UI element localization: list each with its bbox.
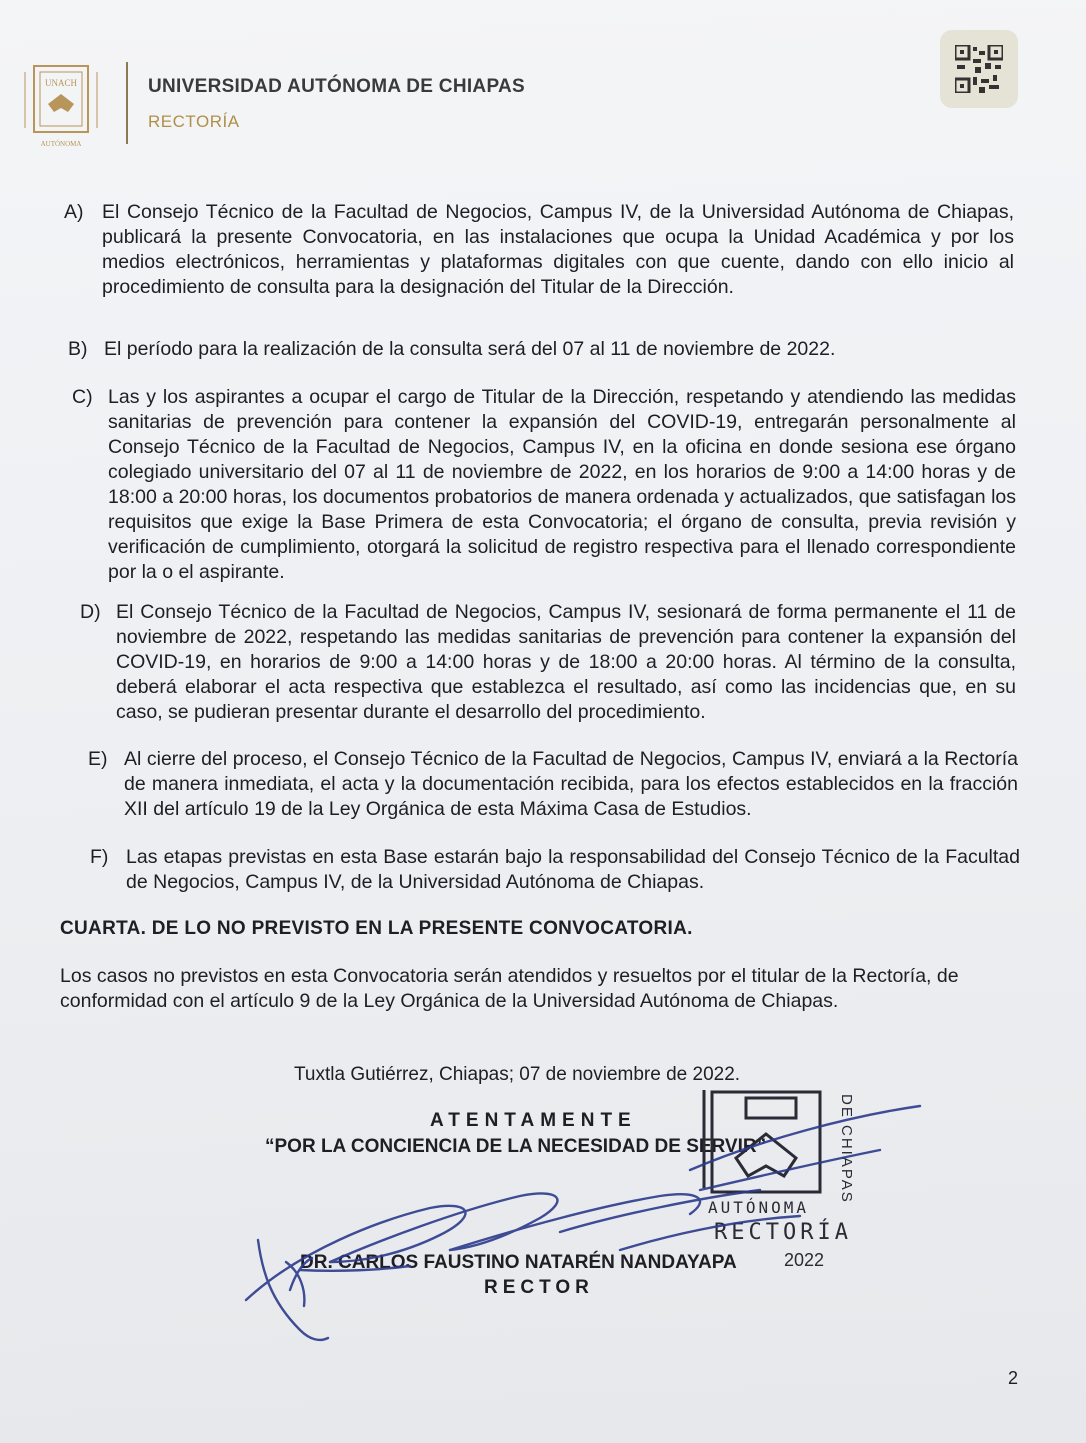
signer-title: RECTOR [484, 1277, 594, 1298]
list-item-f [90, 845, 1020, 895]
item-letter: D) [80, 601, 101, 623]
seal-rectoria-text: RECTORÍA [714, 1220, 852, 1245]
place-date: Tuxtla Gutiérrez, Chiapas; 07 de noviembre de 2022. [294, 1064, 741, 1085]
list-item-d [80, 600, 1016, 725]
item-letter: C) [72, 386, 93, 408]
item-letter: F) [90, 846, 109, 868]
item-letter: A) [64, 201, 84, 223]
seal-autonoma-text: AUTÓNOMA [708, 1198, 810, 1217]
section-heading: CUARTA. DE LO NO PREVISTO EN LA PRESENTE CONVOCATORIA. [60, 918, 693, 939]
svg-text:DE CHIAPAS: DE CHIAPAS [838, 1094, 855, 1204]
svg-text:AUTÓNOMA: AUTÓNOMA [40, 140, 82, 148]
item-text: Las etapas previstas en esta Base estarán bajo la responsabilidad del Consejo Técnico de la Facultad de Negocios, Campus IV, de la Universidad Autónoma de Chiapas. [126, 846, 1020, 893]
header-divider [126, 62, 128, 144]
list-item-e [88, 747, 1018, 822]
item-text: El período para la realización de la consulta será del 07 al 11 de noviembre de 2022. [104, 338, 836, 360]
qr-code-icon [955, 45, 1003, 93]
item-text: Al cierre del proceso, el Consejo Técnico de la Facultad de Negocios, Campus IV, enviará a la Rectoría de manera inmediata, el acta y la documentación recibida, para los efectos establecidos en la fracción XII del artículo 19 de la Ley Orgánica de esta Máxima Casa de Estudios. [124, 748, 1018, 820]
item-letter: E) [88, 748, 108, 770]
list-item-a [64, 200, 1014, 300]
svg-text:UNACH: UNACH [44, 78, 78, 88]
page-number: 2 [1008, 1368, 1019, 1388]
atentamente: ATENTAMENTE [430, 1110, 637, 1131]
list-item-c [72, 385, 1016, 585]
motto: “POR LA CONCIENCIA DE LA NECESIDAD DE SERVIR” [265, 1136, 767, 1157]
item-text: Las y los aspirantes a ocupar el cargo de Titular de la Dirección, respetando y atendiendo las medidas sanitarias de prevención para contener la expansión del COVID-19, entregarán personalmente al Consejo Técnico de la Facultad de Negocios, Campus IV, en la oficina en donde sesiona ese órgano colegiado universitario del 07 al 11 de noviembre de 2022, en los horarios de 9:00 a 14:00 horas y de 18:00 a 20:00 horas, los documentos probatorios de manera ordenada y actualizados, que satisfagan los requisitos que exige la Base Primera de esta Convocatoria; el órgano de consulta, previa revisión y verificación de cumplimiento, otorgará la solicitud de registro respectiva para el llenado correspondiente por la o el aspirante. [108, 386, 1016, 583]
office-name: RECTORÍA [148, 112, 240, 131]
university-logo-icon [16, 58, 106, 150]
seal-year-text: 2022 [784, 1250, 825, 1270]
qr-code-container [940, 30, 1018, 108]
item-text: El Consejo Técnico de la Facultad de Negocios, Campus IV, de la Universidad Autónoma de Chiapas, publicará la presente Convocatoria, en las instalaciones que ocupa la Unidad Académica y por los medios electrónicos, herramientas y plataformas digitales con que cuente, dando con ello inicio al procedimiento de consulta para la designación del Titular de la Dirección. [102, 201, 1014, 298]
section-paragraph: Los casos no previstos en esta Convocatoria serán atendidos y resueltos por el titular de la Rectoría, de conformidad con el artículo 9 de la Ley Orgánica de la Universidad Autónoma de Chiapas. [60, 965, 959, 1012]
list-item-b [68, 337, 1018, 362]
signer-name: DR. CARLOS FAUSTINO NATARÉN NANDAYAPA [300, 1252, 737, 1273]
item-text: El Consejo Técnico de la Facultad de Negocios, Campus IV, sesionará de forma permanente el 11 de noviembre de 2022, respetando las medidas sanitarias de prevención para contener la expansión del COVID-19, en horarios de 9:00 a 14:00 horas y de 18:00 a 20:00 horas. Al término de la consulta, deberá elaborar el acta respectiva que establezca el resultado, así como las incidencias que, en su caso, se pudieran presentar durante el desarrollo del procedimiento. [116, 601, 1016, 723]
item-letter: B) [68, 338, 88, 360]
university-name: UNIVERSIDAD AUTÓNOMA DE CHIAPAS [148, 76, 525, 97]
